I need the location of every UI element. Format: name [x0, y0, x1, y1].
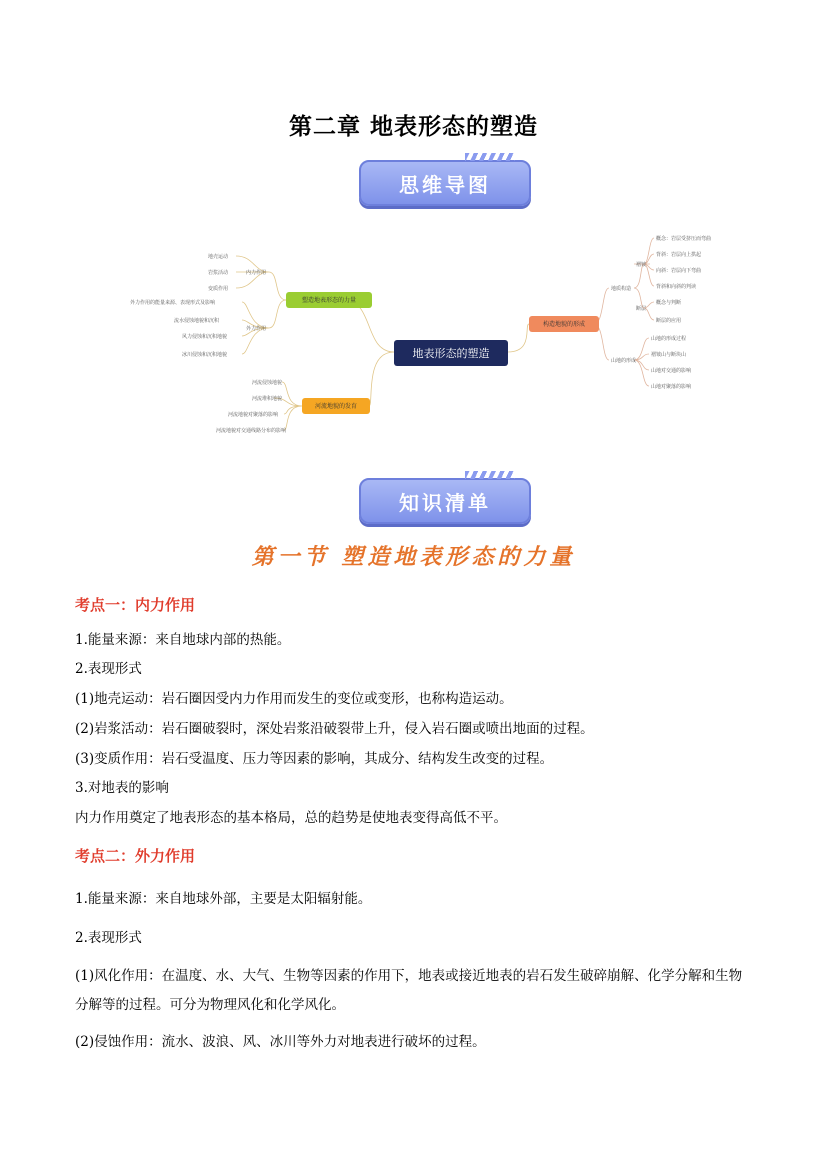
mindmap-node-river-text: 河流地貌的发育: [314, 403, 358, 410]
mm-lt-item: 地壳运动: [208, 254, 229, 260]
mm-r-group2: 山地的形成: [611, 358, 637, 364]
mm-lb-item: 河流地貌对交通线路分布的影响: [216, 428, 287, 434]
mm-lb-item: 河流地貌对聚落的影响: [228, 412, 279, 418]
mind-map-diagram: [124, 222, 764, 444]
mm-r-item: 背斜和向斜的判读: [656, 284, 697, 290]
mm-r-item: 山地对交通的影响: [651, 368, 692, 374]
mm-lb-item: 河流侵蚀地貌: [252, 380, 283, 386]
kd1-line: 3.对地表的影响: [75, 780, 169, 796]
kd1-line: 内力作用奠定了地表形态的基本格局，总的趋势是使地表变得高低不平。: [75, 810, 507, 826]
mm-r-sub2: 断层: [636, 306, 647, 312]
mm-r-item: 褶皱山与断块山: [651, 352, 687, 358]
mm-r-item: 山地的形成过程: [651, 336, 687, 342]
mm-r-item: 向斜：岩层向下弯曲: [656, 268, 702, 274]
mindmap-left-bottom-branch: [216, 379, 286, 434]
mindmap-banner: [359, 160, 531, 206]
kd1-line: (1)地壳运动：岩石圈因受内力作用而发生的变位或变形，也称构造运动。: [75, 691, 513, 707]
mm-lt-item: 外力作用的能量来源、表现形式及影响: [130, 300, 216, 306]
mm-lt-item: 冰川侵蚀和沉积地貌: [182, 352, 228, 358]
mm-lt-item: 流水侵蚀地貌和沉积: [174, 318, 220, 324]
kd2-line: 1.能量来源：来自地球外部，主要是太阳辐射能。: [75, 891, 372, 907]
kaodian-2-heading: 考点二：外力作用: [75, 847, 196, 865]
mm-lt-group2: 外力作用: [246, 326, 267, 332]
mm-r-item: 概念：岩层受挤压而弯曲: [656, 236, 712, 242]
mm-r-item: 断层的应用: [656, 318, 682, 324]
mm-r-group1: 地质构造: [611, 286, 632, 292]
kd1-line: 2.表现形式: [75, 661, 142, 677]
kd2-line: (2)侵蚀作用：流水、波浪、风、冰川等外力对地表进行破坏的过程。: [75, 1034, 486, 1050]
mm-lt-item: 变质作用: [208, 286, 229, 292]
kd1-line: (2)岩浆活动：岩石圈破裂时，深处岩浆沿破裂带上升，侵入岩石圈或喷出地面的过程。: [75, 721, 594, 737]
mindmap-node-tectonic-text: 构造地貌的形成: [542, 321, 586, 328]
banner-stripes: [465, 471, 515, 479]
mm-lt-group1: 内力作用: [246, 270, 267, 276]
kd2-line: (1)风化作用：在温度、水、大气、生物等因素的作用下，地表或接近地表的岩石发生破碎崩解、化学分解和生物分解等的过程。可分为物理风化和化学风化。: [75, 968, 743, 1013]
mm-lt-item: 风力侵蚀和沉积地貌: [182, 334, 228, 340]
banner-stripes: [465, 153, 515, 161]
mm-r-item: 山地对聚落的影响: [651, 384, 692, 390]
mindmap-center-text: 地表形态的塑造: [412, 347, 490, 360]
mm-r-item: 背斜：岩层向上拱起: [656, 252, 702, 258]
mm-lt-item: 岩浆活动: [208, 270, 229, 276]
mindmap-banner-label: 思维导图: [399, 172, 491, 197]
mm-r-item: 概念与判断: [656, 300, 682, 306]
kd2-line: 2.表现形式: [75, 930, 142, 946]
kd1-line: 1.能量来源：来自地球内部的热能。: [75, 632, 291, 648]
kaodian-1-heading: 考点一：内力作用: [75, 596, 196, 614]
knowledge-banner: [359, 478, 531, 524]
kd1-line: (3)变质作用：岩石受温度、压力等因素的影响，其成分、结构发生改变的过程。: [75, 751, 554, 767]
mindmap-right-branch: [611, 235, 711, 390]
mm-lb-item: 河流堆积地貌: [252, 396, 283, 402]
section-title: 第一节 塑造地表形态的力量: [251, 544, 576, 570]
knowledge-banner-label: 知识清单: [399, 490, 491, 515]
mm-r-sub1: 褶皱: [636, 262, 647, 268]
mindmap-node-forces-text: 塑造地表形态的力量: [301, 297, 357, 304]
page-title: 第二章 地表形态的塑造: [288, 113, 538, 140]
